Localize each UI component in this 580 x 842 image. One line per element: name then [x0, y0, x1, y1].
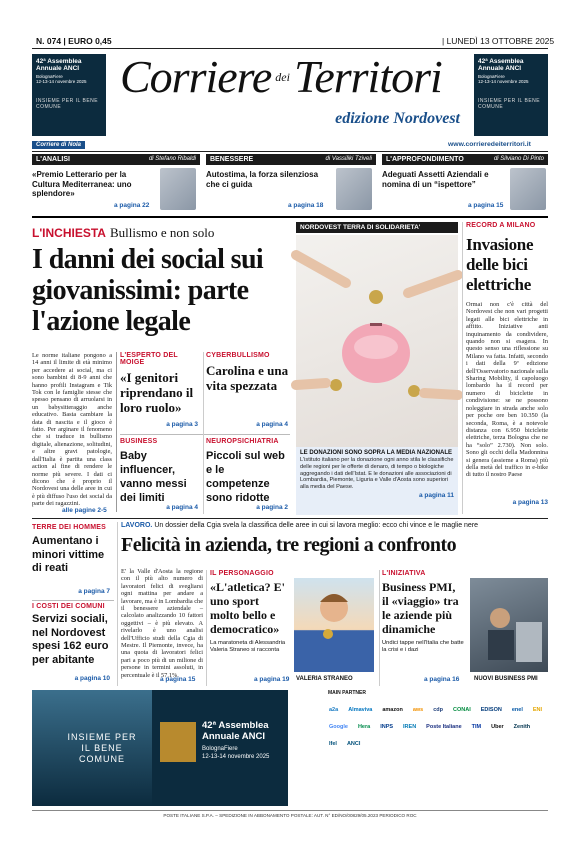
lead-kicker-label: L'INCHIESTA — [32, 226, 106, 240]
top-bar-headline: Autostima, la forza silenziosa che ci guida — [206, 170, 319, 189]
section-label: CYBERBULLISMO — [206, 352, 270, 359]
partner-logo: enel — [511, 707, 523, 713]
partner-logo: Ifel — [329, 741, 337, 747]
lead-headline[interactable]: I danni dei social sui giovanissimi: parte l'azione legale — [32, 244, 264, 337]
record-headline: Invasione delle bici elettriche — [466, 235, 534, 294]
section-label: NEUROPSICHIATRIA — [206, 438, 279, 445]
section-label: TERRE DEI HOMMES — [32, 524, 106, 531]
record-block[interactable] — [466, 222, 548, 516]
grid-headline: «I genitori riprendano il loro ruolo» — [120, 370, 194, 415]
section-label: IL PERSONAGGIO — [210, 570, 274, 577]
masthead-logo[interactable] — [120, 50, 460, 106]
edition-label: edizione Nordovest — [335, 110, 460, 127]
lavoro-page-ref[interactable]: a pagina 15 — [160, 676, 196, 683]
lavoro-headline[interactable]: Felicità in azienda, tre regioni a confronto — [121, 534, 457, 556]
section-label: RECORD A MILANO — [466, 222, 536, 229]
partner-logo: Google — [329, 724, 348, 730]
top-bar-headline: Adeguati Assetti Aziendali e nomina di un “ispettore” — [382, 170, 489, 189]
page-ref[interactable]: a pagina 22 — [114, 202, 150, 209]
side-ad-venue: BolognaFiere — [478, 74, 505, 79]
logo-word-dei: dei — [275, 70, 290, 84]
partner-logos — [296, 690, 548, 806]
ad-emblem-icon — [160, 722, 196, 762]
partner-logo: Almaviva — [348, 707, 373, 713]
left-col-item-comuni[interactable] — [32, 603, 114, 685]
side-ad-title: 42ª Assemblea Annuale ANCI — [36, 58, 82, 72]
logo-word-corriere: Corriere — [120, 51, 272, 102]
photo-caption: VALERIA STRANEO — [296, 676, 353, 682]
grid-headline: Baby influencer, vanno messi dei limiti — [120, 450, 187, 504]
ad-tag: INSIEME PER IL BENE COMUNE — [67, 732, 137, 764]
author-label: di Stefano Ribaldi — [148, 156, 196, 162]
partner-logo: ANCI — [346, 741, 361, 747]
lavoro-strap-text: Un dossier della Cgia svela la classifica delle aree in cui si lavora meglio: ecco chi vince e le maglie nere — [154, 522, 479, 529]
section-label: L'ANALISI — [36, 156, 70, 163]
iniziativa-headline: Business PMI, il «viaggio» tra le aziende più dinamiche — [382, 580, 459, 636]
top-bar-headline: «Premio Letterario per la Cultura Mediterranea: uno splendore» — [32, 170, 132, 198]
lavoro-strap — [121, 522, 548, 529]
issue-date: | LUNEDÌ 13 OTTOBRE 2025 — [442, 36, 555, 46]
section-label: I COSTI DEI COMUNI — [32, 603, 105, 610]
page-ref[interactable]: a pagina 18 — [288, 202, 324, 209]
author-label: di Silviano Di Pinto — [493, 156, 544, 162]
page-ref[interactable]: a pagina 4 — [166, 504, 198, 511]
lead-grid-item-esperto[interactable] — [120, 352, 200, 430]
partner-logo: CONAI — [453, 707, 471, 713]
solidarity-block[interactable] — [296, 222, 458, 514]
side-ad-left[interactable] — [32, 54, 106, 136]
author-photo — [510, 168, 546, 210]
page-ref[interactable]: a pagina 16 — [424, 676, 460, 683]
side-ad-title: 42ª Assemblea Annuale ANCI — [478, 58, 524, 72]
page-ref[interactable]: a pagina 3 — [166, 421, 198, 428]
partner-logo: IREN — [403, 724, 417, 730]
iniziativa-photo — [470, 578, 548, 672]
piggy-bank-illustration — [296, 235, 458, 447]
page-ref[interactable]: a pagina 19 — [254, 676, 290, 683]
personaggio-headline: «L'atletica? E' uno sport molto bello e democratico» — [210, 580, 285, 636]
caption-head: LE DONAZIONI SONO SOPRA LA MEDIA NAZIONALE — [300, 450, 453, 456]
iniziativa-block[interactable] — [382, 570, 548, 686]
section-label: NORDOVEST TERRA DI SOLIDARIETA' — [296, 222, 458, 233]
section-label: BUSINESS — [120, 438, 158, 445]
partner-logo: Zenith — [513, 724, 531, 730]
page-ref[interactable]: a pagina 13 — [512, 499, 548, 506]
author-photo — [160, 168, 196, 210]
record-body: Ormai non c'è città del Nordovest che non vari progetti legati alle bici elettriche in affitto. Iniziative anti inquinamento da condividere, quando non si esagera. In questo senso una riflessione su Milano va fatta. Infatti, secondo i dati della 9ª edizione dell'Osservatorio nazionale sulla Sharing Mobility, il capoluogo lombardo ha il record per numero di biciclette in condivisione: se ne possono noleggiare in strada anche solo per poche ore ben 10.350 (la seconda, Roma, è a notevole distanza con 6.950 biciclette elettriche, terza Bologna che ne ha “solo” 2.730). Non solo. Sono gli occhi della Madonnina si genera (assieme a Roma) più della metà del traffico in e-bike di tutto il nostro Paese — [466, 301, 548, 479]
lavoro-strap-kicker: LAVORO. — [121, 522, 153, 529]
author-label: di Vassiliki Tziveli — [325, 156, 372, 162]
partner-logo: TIM — [471, 724, 482, 730]
personaggio-sub: La maratoneta di Alessandria Valeria Straneo si racconta — [210, 640, 286, 653]
lead-grid-item-cyberbullismo[interactable] — [206, 352, 290, 430]
grid-headline: Piccoli sul web e le competenze sono ridotte — [206, 450, 285, 504]
ad-venue: BolognaFiere — [202, 746, 238, 752]
left-col-headline: Servizi sociali, nel Nordovest spesi 162 euro per abitante — [32, 613, 109, 666]
partner-logo: aws — [412, 707, 424, 713]
athlete-icon — [294, 578, 374, 672]
partner-logo: EDISON — [480, 707, 502, 713]
lead-page-ref[interactable]: alle pagine 2-5 — [62, 507, 107, 514]
factory-worker-icon — [470, 578, 548, 672]
lead-grid-item-business[interactable] — [120, 438, 200, 514]
lead-kicker-sub: Bullismo e non solo — [109, 225, 215, 240]
page-ref[interactable]: a pagina 15 — [468, 202, 504, 209]
left-col-headline: Aumentano i minori vittime di reati — [32, 535, 105, 574]
partner-logo: amazon — [382, 707, 403, 713]
page-ref[interactable]: a pagina 4 — [256, 421, 288, 428]
partner-logo: Uber — [491, 724, 504, 730]
photo-caption: NUOVI BUSINESS PMI — [474, 676, 538, 682]
page-ref[interactable]: a pagina 10 — [74, 675, 110, 682]
solidarity-photo — [296, 235, 458, 447]
top-bar-item-approfondimento[interactable] — [382, 154, 548, 212]
partner-logo: Hera — [357, 724, 371, 730]
side-ad-tag: INSIEME PER IL BENE COMUNE — [478, 98, 541, 110]
partner-logo: cdp — [433, 707, 444, 713]
lead-kicker — [32, 224, 214, 242]
footer-postal: POSTE ITALIANE S.P.A. – SPEDIZIONE IN ABBONAMENTO POSTALE: AUT. N° ED/NO/00829/05.2023 PERIODICO ROC — [163, 813, 417, 818]
left-col-item-hommes[interactable] — [32, 524, 114, 600]
page-ref[interactable]: a pagina 2 — [256, 504, 288, 511]
side-ad-dates: 12-13-14 novembre 2025 — [36, 79, 87, 84]
caption-body: L'istituto italiano per la donazione ogni anno stila le classifiche delle regioni per le offerte di denaro, di tempo o biologiche aggregando i dati dell'Istat. E le donazioni alle associazioni di Lombardia, Piemonte, Liguria e Valle d'Aosta sono superiori alla media del Paese. — [300, 457, 454, 491]
logo-word-territori: Territori — [293, 51, 442, 102]
partner-logo: INPS — [380, 724, 394, 730]
iniziativa-sub: Undici tappe nell'Italia che batte la crisi e i dazi — [382, 640, 464, 653]
personaggio-block[interactable] — [210, 570, 376, 686]
personaggio-photo — [294, 578, 374, 672]
partner-logo: a2a — [329, 707, 339, 713]
top-bar-item-benessere[interactable] — [206, 154, 376, 212]
website-link[interactable]: www.corrieredeiterritori.it — [448, 141, 531, 148]
lead-grid-item-neuropsichiatria[interactable] — [206, 438, 290, 514]
partners-label: MAIN PARTNER — [328, 690, 366, 696]
section-label: L'INIZIATIVA — [382, 570, 426, 577]
page-ref[interactable]: a pagina 11 — [418, 491, 454, 499]
lead-body: Le norme italiane pongono a 14 anni il limite di età minimo per accedere ai social, ma ci sono bambini di 8-9 anni che hanno profili Instagram e Tik Tok con le famiglie stesse che spesso pensano di arruolarsi in un babysitteraggio anche educativo. Basta cambiare la data di nascita e il gioco è fatto. Per arginare il fenomeno che si traduce in bullismo digitale, alienazione, solitudini, e altre gravi patologie, dall'Italia è partita una class action al fine di rendere le norme più severe. I dati ci dicono che è proprio il Nordovest una delle aree in cui è più diffuso l'uso dei social da parte dei ragazzini. — [32, 352, 112, 508]
grid-headline: Carolina e una vita spezzata — [206, 363, 289, 393]
issue-number: N. 074 | EURO 0,45 — [36, 36, 112, 46]
side-ad-right[interactable] — [474, 54, 548, 136]
ad-title: 42ª Assemblea Annuale ANCI — [202, 720, 269, 742]
top-bar-item-analisi[interactable] — [32, 154, 200, 212]
section-label: L'ESPERTO DEL MOIGE — [120, 352, 178, 366]
section-label: BENESSERE — [210, 156, 254, 163]
lavoro-body: E' la Valle d'Aosta la regione con il più alto numero di lavoratori felici di svegliarsi ogni mattina per andare a lavorare, ma è in Lombardia che il benessere aziendale – calcolato analizzando 10 fattori oggettivi – è più elevato. A rivelarlo è uno analisi dell'Ufficio studi della Cgia di Mestre. Il Piemonte, invece, ha una quota di lavoratori felici pari a poco più di un milione di persone in termini assoluti, in percentuale è il 57,1%. — [121, 568, 203, 679]
author-photo — [336, 168, 372, 210]
ad-dates: 12-13-14 novembre 2025 — [202, 754, 270, 760]
page-ref[interactable]: a pagina 7 — [78, 588, 110, 595]
side-ad-tag: INSIEME PER IL BENE COMUNE — [36, 98, 99, 110]
side-ad-dates: 12-13-14 novembre 2025 — [478, 79, 529, 84]
side-ad-venue: BolognaFiere — [36, 74, 63, 79]
bottom-ad-banner[interactable] — [32, 690, 288, 806]
partner-logo[interactable]: Corriere di Nola — [32, 141, 85, 149]
partner-logo: Poste Italiane — [426, 724, 462, 730]
section-label: L'APPROFONDIMENTO — [386, 156, 464, 163]
partner-logo: ENI — [532, 707, 543, 713]
